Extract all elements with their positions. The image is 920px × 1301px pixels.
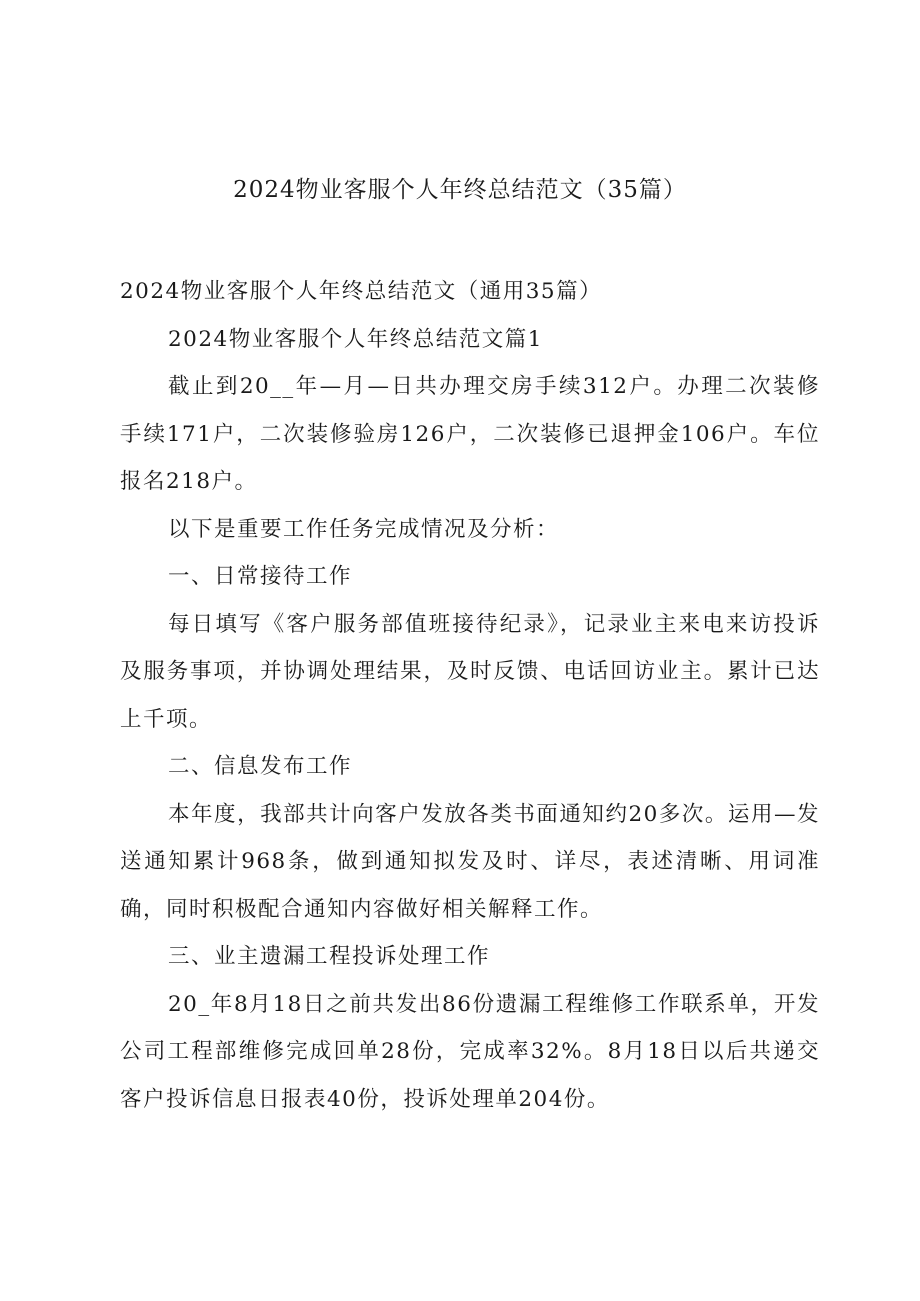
section-heading-info-release: 二、信息发布工作 [168, 754, 353, 779]
body-paragraph-info-release: 本年度，我部共计向客户发放各类书面通知约20多次。运用—发送通知累计968条，做到通知拟发及时、详尽，表述清晰、用词准确，同时积极配合通知内容做好相关解释工作。 [120, 801, 820, 922]
section-heading-part-1: 2024物业客服个人年终总结范文篇1 [168, 326, 543, 352]
document-body [120, 268, 820, 1123]
section-heading-complaints: 三、业主遗漏工程投诉处理工作 [168, 944, 491, 969]
body-paragraph-complaints: 20_年8月18日之前共发出86份遗漏工程维修工作联系单，开发公司工程部维修完成回单28份，完成率32%。8月18日以后共递交客户投诉信息日报表40份，投诉处理单204份。 [120, 991, 820, 1112]
document-title: 2024物业客服个人年终总结范文（35篇） [233, 177, 687, 203]
body-paragraph-handover-stats: 截止到20__年—月—日共办理交房手续312户。办理二次装修手续171户，二次装修验房126户，二次装修已退押金106户。车位报名218户。 [120, 374, 820, 494]
subtitle-paragraph: 2024物业客服个人年终总结范文（通用35篇） [120, 279, 603, 304]
body-paragraph-daily-reception: 每日填写《客户服务部值班接待纪录》，记录业主来电来访投诉及服务事项，并协调处理结果，及时反馈、电话回访业主。累计已达上千项。 [120, 611, 820, 732]
body-paragraph-intro: 以下是重要工作任务完成情况及分析： [168, 516, 560, 542]
section-heading-daily-reception: 一、日常接待工作 [168, 564, 353, 589]
